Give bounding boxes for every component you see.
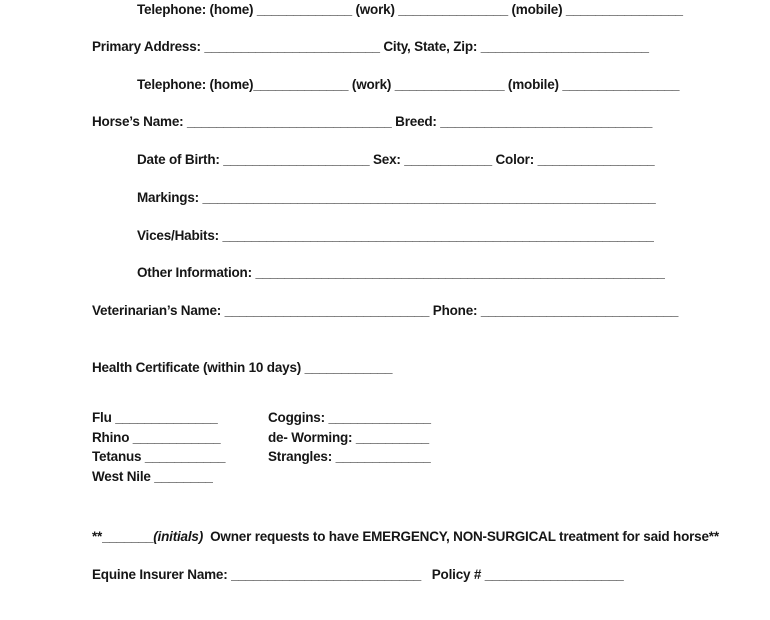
horse-name-breed-line: Horse’s Name: ____________________________ Breed: _____________________________: [92, 114, 653, 129]
de-worming-field: de- Worming: __________: [268, 429, 429, 445]
flu-field: Flu ______________: [92, 410, 218, 425]
initials-label: (initials): [153, 529, 204, 544]
vaccination-section: [92, 408, 431, 486]
telephone-line-2: Telephone: (home)_____________ (work) _______________ (mobile) ________________: [137, 77, 680, 92]
west-nile-field: West Nile ________: [92, 468, 213, 484]
vaccination-right-column: [268, 408, 431, 486]
emergency-consent-text: Owner requests to have EMERGENCY, NON-SURGICAL treatment for said horse**: [203, 529, 719, 544]
vaccination-left-column: [92, 408, 268, 486]
insurer-policy-line: Equine Insurer Name: __________________________ Policy # ___________________: [92, 567, 624, 582]
veterinarian-phone-line: Veterinarian’s Name: ____________________________ Phone: ___________________________: [92, 303, 679, 318]
birth-sex-color-line: Date of Birth: ____________________ Sex: ____________ Color: ________________: [137, 152, 655, 167]
strangles-field: Strangles: _____________: [268, 449, 431, 464]
other-information-line: Other Information: ________________________________________________________: [137, 265, 665, 280]
tetanus-field: Tetanus ___________: [92, 449, 226, 464]
health-certificate-line: Health Certificate (within 10 days) ____________: [92, 360, 393, 375]
coggins-field: Coggins: ______________: [268, 410, 431, 425]
markings-line: Markings: ______________________________________________________________: [137, 190, 656, 205]
telephone-line-1: Telephone: (home) _____________ (work) _______________ (mobile) ________________: [137, 2, 683, 17]
vices-habits-line: Vices/Habits: ___________________________________________________________: [137, 228, 654, 243]
primary-address-line: Primary Address: ________________________ City, State, Zip: _______________________: [92, 39, 649, 54]
rhino-field: Rhino ____________: [92, 429, 221, 445]
initials-blank: **_______: [92, 529, 154, 544]
initials-consent-line: [92, 529, 719, 544]
